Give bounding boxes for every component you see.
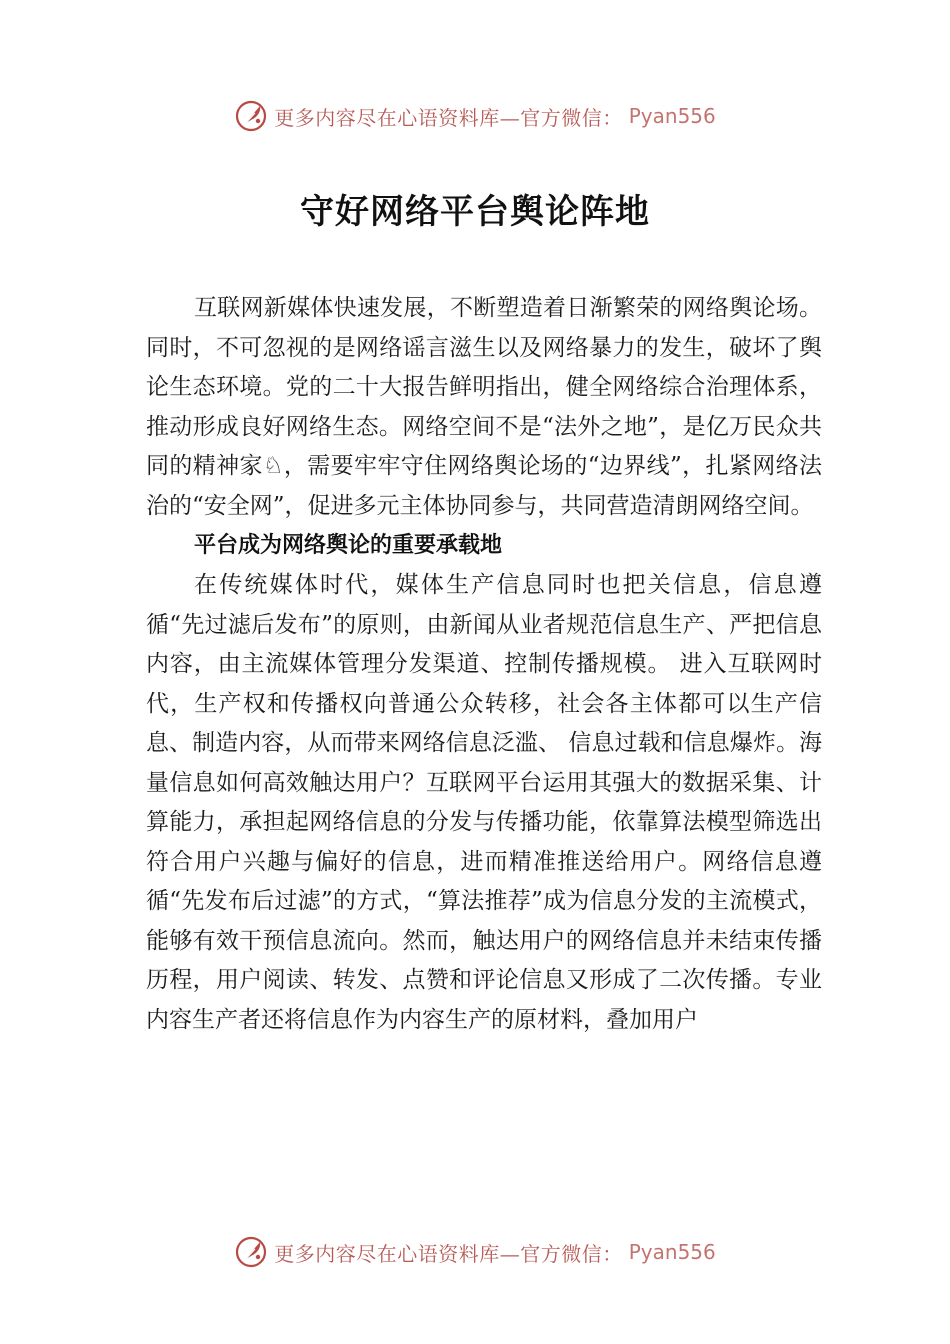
document-body	[146, 289, 822, 1040]
watermark-text: 更多内容尽在心语资料库—官方微信：	[274, 105, 623, 130]
feather-pen-logo-icon	[234, 1235, 268, 1269]
watermark-text: 更多内容尽在心语资料库—官方微信：	[274, 1241, 623, 1266]
document-title: 守好网络平台舆论阵地	[300, 192, 650, 232]
footer-watermark-banner	[0, 1232, 950, 1272]
watermark-wechat-id: Pyan556	[628, 104, 716, 128]
section-heading: 平台成为网络舆论的重要承载地	[194, 533, 503, 558]
header-watermark-banner	[0, 96, 950, 136]
feather-pen-logo-icon	[234, 99, 268, 133]
watermark-wechat-id: Pyan556	[628, 1240, 716, 1264]
section-paragraph: 在传统媒体时代，媒体生产信息同时也把关信息，信息遵循“先过滤后发布”的原则，由新闻从业者规范信息生产、严把信息内容，由主流媒体管理分发渠道、控制传播规模。 进入互联网时代，生产权和传播权向普通公众转移，社会各主体都可以生产信息、制造内容，从而带来网络信息泛滥、 信息过载和信息爆炸。海量信息如何高效触达用户？互联网平台运用其强大的数据采集、计算能力，承担起网络信息的分发与传播功能，依靠算法模型筛选出符合用户兴趣与偏好的信息，进而精准推送给用户。网络信息遵循“先发布后过滤”的方式，“算法推荐”成为信息分发的主流模式，能够有效干预信息流向。然而，触达用户的网络信息并未结束传播历程，用户阅读、转发、点赞和评论信息又形成了二次传播。专业内容生产者还将信息作为内容生产的原材料，叠加用户	[146, 572, 822, 1033]
intro-paragraph: 互联网新媒体快速发展，不断塑造着日渐繁荣的网络舆论场。同时，不可忽视的是网络谣言滋生以及网络暴力的发生，破坏了舆论生态环境。党的二十大报告鲜明指出，健全网络综合治理体系，推动形成良好网络生态。网络空间不是“法外之地”，是亿万民众共同的精神家♘，需要牢牢守住网络舆论场的“边界线”，扎紧网络法治的“安全网”，促进多元主体协同参与，共同营造清朗网络空间。	[146, 295, 822, 519]
